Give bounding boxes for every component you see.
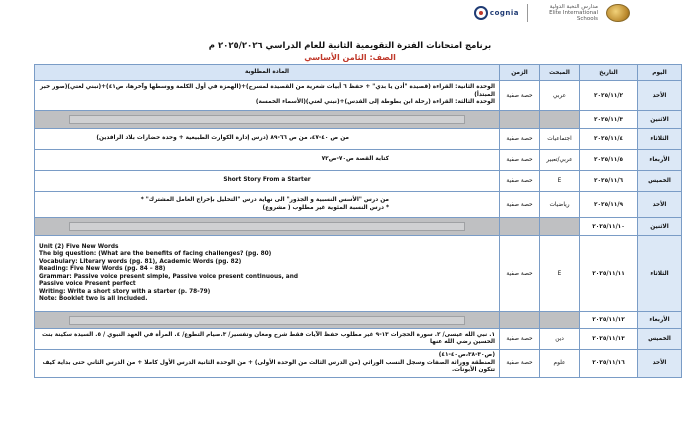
empty-bar: [69, 115, 465, 124]
cell-date: ٢٠٢٥/١١/٣: [580, 111, 638, 129]
table-body: [35, 81, 682, 378]
material-line: (ص٣٠-٣٨،ص٤٠-٤١): [438, 352, 495, 358]
cell-day: الاثنين: [638, 218, 682, 236]
cell-day: الأحد: [638, 81, 682, 111]
header-subject: المبحث: [540, 65, 580, 81]
table-row: [35, 236, 682, 312]
cell-day: الخميس: [638, 329, 682, 350]
material-line: الوحدة الثالثة: القراءة (رحلة ابن بطوطة إلى القدس)+(نبني لغتي)(الأسماء الخمسة): [255, 99, 495, 106]
material-line: Passive voice Present perfect: [39, 281, 136, 287]
cell-time: حصة صفية: [500, 350, 540, 378]
cell-time: حصة صفية: [500, 171, 540, 192]
cell-date: ٢٠٢٥/١١/١٦: [580, 350, 638, 378]
school-name: مدارس النخبة الدولية Elite International Schools: [549, 4, 598, 22]
material-line: Writing: Write a short story with a starter (p. 78-79): [39, 288, 211, 295]
cell-subject: عربي: [540, 81, 580, 111]
cell-material: [35, 329, 500, 350]
exam-schedule-table: [34, 64, 682, 378]
cell-date: ٢٠٢٥/١١/١٢: [580, 312, 638, 329]
header-time: الزمن: [500, 65, 540, 81]
cell-subject: E: [540, 236, 580, 312]
school-crest-icon: [606, 4, 630, 22]
cell-day: الأربعاء: [638, 312, 682, 329]
cell-material-empty: [35, 218, 500, 236]
header-date: التاريخ: [580, 65, 638, 81]
material-line: من ص ٤٠-٤٧، من ص ٦٦-٨٩ (درس إدارة الكوارث الطبيعية + وحدة حضارات بلاد الرافدين): [96, 135, 349, 142]
cell-date: ٢٠٢٥/١١/٦: [580, 171, 638, 192]
cognia-mark-icon: [474, 6, 488, 20]
cell-date: ٢٠٢٥/١١/٢: [580, 81, 638, 111]
empty-bar: [69, 316, 465, 325]
table-row: [35, 129, 682, 150]
table-row: [35, 350, 682, 378]
table-row: [35, 81, 682, 111]
cell-subject: عربي/تعبير: [540, 150, 580, 171]
grade-label: الصف: الثامن الأساسي: [304, 53, 396, 62]
cell-time: حصة صفية: [500, 129, 540, 150]
cell-time-empty: [500, 312, 540, 329]
logo-divider: [527, 4, 528, 22]
table-row: [35, 218, 682, 236]
cell-day: الاثنين: [638, 111, 682, 129]
cell-material: [35, 81, 500, 111]
cell-day: الأربعاء: [638, 150, 682, 171]
material-line: الوحدة الثانية: القراءة (قصيدة "أدن يا بدي" + حفظ ٦ أبيات شعرية من القصيدة لمسرح)+(الهمزة في أول الكلمة ووسطها وآخرها، ص٤١)+(نبني لغتي)(صور خبر المبتدأ): [40, 84, 495, 98]
cell-subject: دين: [540, 329, 580, 350]
table-row: [35, 171, 682, 192]
cell-date: ٢٠٢٥/١١/٥: [580, 150, 638, 171]
cell-day: الأحد: [638, 350, 682, 378]
header-material: المادة المطلوبة: [35, 65, 500, 81]
cell-date: ٢٠٢٥/١١/١٣: [580, 329, 638, 350]
cognia-logo: [474, 6, 519, 20]
cell-day: الأحد: [638, 192, 682, 218]
cell-material: [35, 171, 500, 192]
page-title: برنامج امتحانات الفترة التقويمية الثانية للعام الدراسي ٢٠٢٥/٢٠٢٦ م: [208, 41, 492, 51]
material-line: Unit (2) Five New Words: [39, 243, 119, 250]
cell-date: ٢٠٢٥/١١/٩: [580, 192, 638, 218]
cell-time: حصة صفية: [500, 150, 540, 171]
table-header-row: [35, 65, 682, 81]
cell-date: ٢٠٢٥/١١/١١: [580, 236, 638, 312]
cell-time: حصة صفية: [500, 236, 540, 312]
material-line: Grammar: Passive voice present simple, Passive voice present continuous, and: [39, 273, 298, 280]
cell-day: الخميس: [638, 171, 682, 192]
cell-subject: علوم: [540, 350, 580, 378]
material-line: Short Story From a Starter: [223, 177, 311, 184]
material-line: Note: Booklet two is all included.: [39, 296, 148, 302]
cell-material-empty: [35, 111, 500, 129]
cell-subject-empty: [540, 312, 580, 329]
cell-date: ٢٠٢٥/١١/٤: [580, 129, 638, 150]
material-line: Reading: Five New Words (pg. 84 – 88): [39, 266, 166, 272]
cell-time: حصة صفية: [500, 192, 540, 218]
cell-date: ٢٠٢٥/١١/١٠: [580, 218, 638, 236]
cell-time: حصة صفية: [500, 329, 540, 350]
material-line: Vocabulary: Literary words (pg. 81), Academic Words (pg. 82): [39, 258, 242, 265]
cell-subject-empty: [540, 218, 580, 236]
material-line: ١. نبي الله عيسى/ ٢. سورة الحجرات ١٣-٩ غير مطلوب حفظ الآيات فقط شرح ومعان وتفسير/ ٣.صيام التطوع/ ٤. المرأة في العهد النبوي / ٥. السيدة سكينة بنت الحسين رضي الله عنها: [42, 331, 495, 345]
cell-material: [35, 129, 500, 150]
header-logos: [474, 4, 630, 22]
cell-subject: E: [540, 171, 580, 192]
cell-material-empty: [35, 312, 500, 329]
cell-material: [35, 350, 500, 378]
table-row: [35, 150, 682, 171]
empty-bar: [69, 222, 465, 231]
material-line: The big question: (What are the benefits of facing challenges? (pg. 80): [39, 251, 272, 257]
table-row: [35, 329, 682, 350]
material-line: كتابة القصة ص٧٠-ص٧٢: [321, 156, 389, 163]
cell-subject: رياضيات: [540, 192, 580, 218]
cell-material: [35, 236, 500, 312]
cell-time-empty: [500, 218, 540, 236]
cell-time: حصة صفية: [500, 81, 540, 111]
cell-subject: اجتماعيات: [540, 129, 580, 150]
material-line: * درس النسبة المئوية غير مطلوب ( مشروع): [262, 204, 389, 211]
cell-day: الثلاثاء: [638, 129, 682, 150]
material-line: من درس "الأسس النسبية و الجذور" الى نهاية درس "التحليل بإخراج العامل المشترك" *: [140, 197, 389, 203]
cell-subject-empty: [540, 111, 580, 129]
cognia-text: cognia: [489, 9, 519, 17]
cell-material: [35, 150, 500, 171]
header-day: اليوم: [638, 65, 682, 81]
table-row: [35, 111, 682, 129]
cell-material: [35, 192, 500, 218]
table-row: [35, 192, 682, 218]
cell-day: الثلاثاء: [638, 236, 682, 312]
material-line: المنطقة ووراثة الصفات وسجل النسب الوراثي (من الدرس الثالث من الوحدة الأولى) + من الوحدة الثانية الدرس الأول كاملا + من الدرس الثاني حتى بداية كيف تتكون الأبونات.: [42, 359, 495, 373]
cell-time-empty: [500, 111, 540, 129]
table-row: [35, 312, 682, 329]
